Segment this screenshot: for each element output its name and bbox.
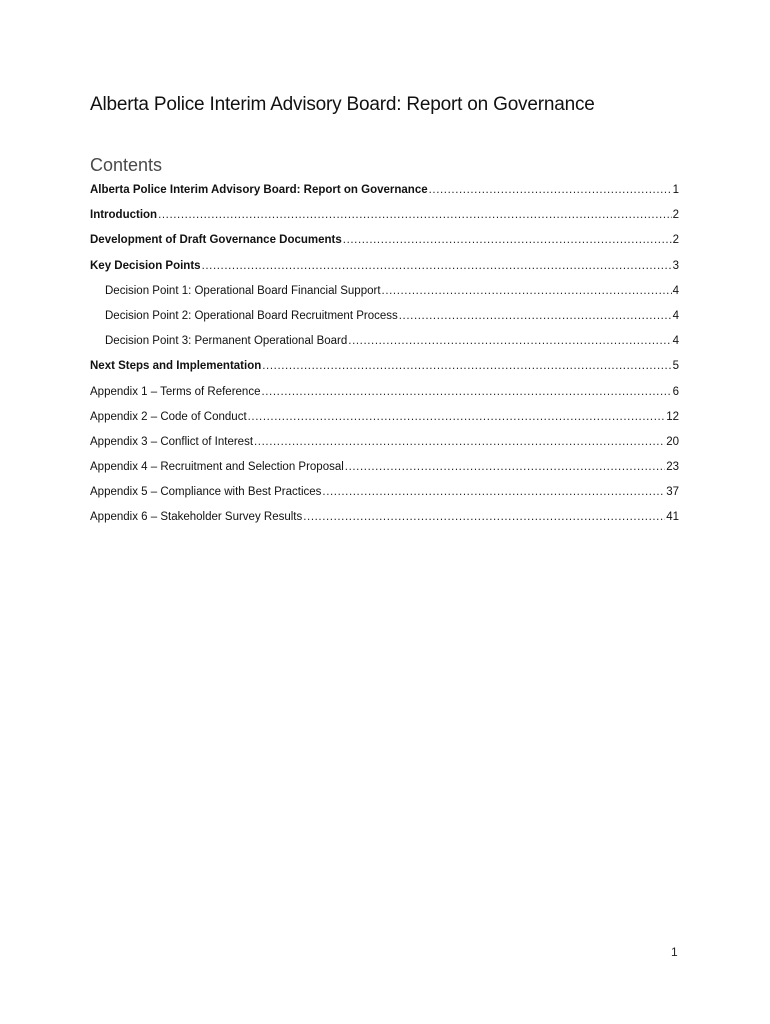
toc-entry-title: Decision Point 1: Operational Board Financial Support: [105, 284, 381, 297]
toc-entry-page: 4: [672, 309, 679, 322]
toc-entry-title: Development of Draft Governance Documents: [90, 234, 342, 247]
toc-entry-title: Decision Point 3: Permanent Operational Board: [105, 335, 348, 348]
toc-entry-page: 4: [672, 284, 679, 297]
toc-dot-leader: [348, 333, 671, 349]
toc-entry-page: 5: [672, 360, 679, 373]
toc-entry[interactable]: [90, 306, 679, 331]
toc-entry-title: Appendix 6 – Stakeholder Survey Results: [90, 511, 303, 524]
toc-dot-leader: [429, 182, 672, 198]
toc-entry[interactable]: [90, 356, 679, 381]
page-number: 1: [671, 945, 678, 959]
toc-heading: Contents: [90, 155, 163, 175]
toc-entry-title: Appendix 4 – Recruitment and Selection Proposal: [90, 461, 344, 474]
toc-entry-page: 23: [666, 461, 679, 474]
toc-dot-leader: [248, 409, 666, 425]
toc-entry[interactable]: [90, 507, 679, 532]
toc-entry[interactable]: [90, 230, 679, 255]
toc-entry-title: Decision Point 2: Operational Board Recruitment Process: [105, 309, 398, 322]
toc-entry-page: 4: [672, 335, 679, 348]
toc-dot-leader: [382, 283, 672, 299]
toc-entry-page: 2: [672, 234, 679, 247]
toc-entry[interactable]: [90, 205, 679, 230]
toc-entry[interactable]: [90, 331, 679, 356]
toc-dot-leader: [158, 207, 672, 223]
toc-entry-page: 12: [666, 410, 679, 423]
toc-entry[interactable]: [90, 432, 679, 457]
toc-dot-leader: [262, 358, 671, 374]
toc-entry[interactable]: [90, 281, 679, 306]
toc-dot-leader: [399, 308, 672, 324]
toc-entry-title: Appendix 5 – Compliance with Best Practices: [90, 486, 322, 499]
toc-entry-title: Next Steps and Implementation: [90, 360, 262, 373]
toc-entry[interactable]: [90, 180, 679, 205]
toc-entry[interactable]: [90, 457, 679, 482]
toc-dot-leader: [261, 384, 671, 400]
toc-entry-page: 41: [666, 511, 679, 524]
toc-entry[interactable]: [90, 382, 679, 407]
toc-entry-page: 20: [666, 435, 679, 448]
toc-entry-page: 6: [672, 385, 679, 398]
document-title: Alberta Police Interim Advisory Board: Report on Governance: [90, 94, 595, 115]
toc-entry-title: Introduction: [90, 209, 158, 222]
toc-entry-page: 2: [672, 209, 679, 222]
toc-entry[interactable]: [90, 482, 679, 507]
toc-entry-page: 3: [672, 259, 679, 272]
toc-entry-title: Alberta Police Interim Advisory Board: Report on Governance: [90, 184, 428, 196]
toc-dot-leader: [343, 232, 672, 248]
toc-dot-leader: [254, 434, 665, 450]
toc-entry[interactable]: [90, 256, 679, 281]
toc-entry-page: 37: [666, 486, 679, 499]
toc-entry-title: Appendix 3 – Conflict of Interest: [90, 435, 254, 448]
toc-dot-leader: [322, 484, 665, 500]
toc-entry[interactable]: [90, 407, 679, 432]
toc-entry-page: 1: [672, 184, 679, 196]
toc-entry-title: Key Decision Points: [90, 259, 201, 272]
toc-dot-leader: [303, 509, 665, 525]
toc-entry-title: Appendix 2 – Code of Conduct: [90, 410, 247, 423]
toc-dot-leader: [345, 459, 665, 475]
toc-entry-title: Appendix 1 – Terms of Reference: [90, 385, 261, 398]
toc-dot-leader: [202, 258, 672, 274]
table-of-contents: [90, 180, 679, 533]
